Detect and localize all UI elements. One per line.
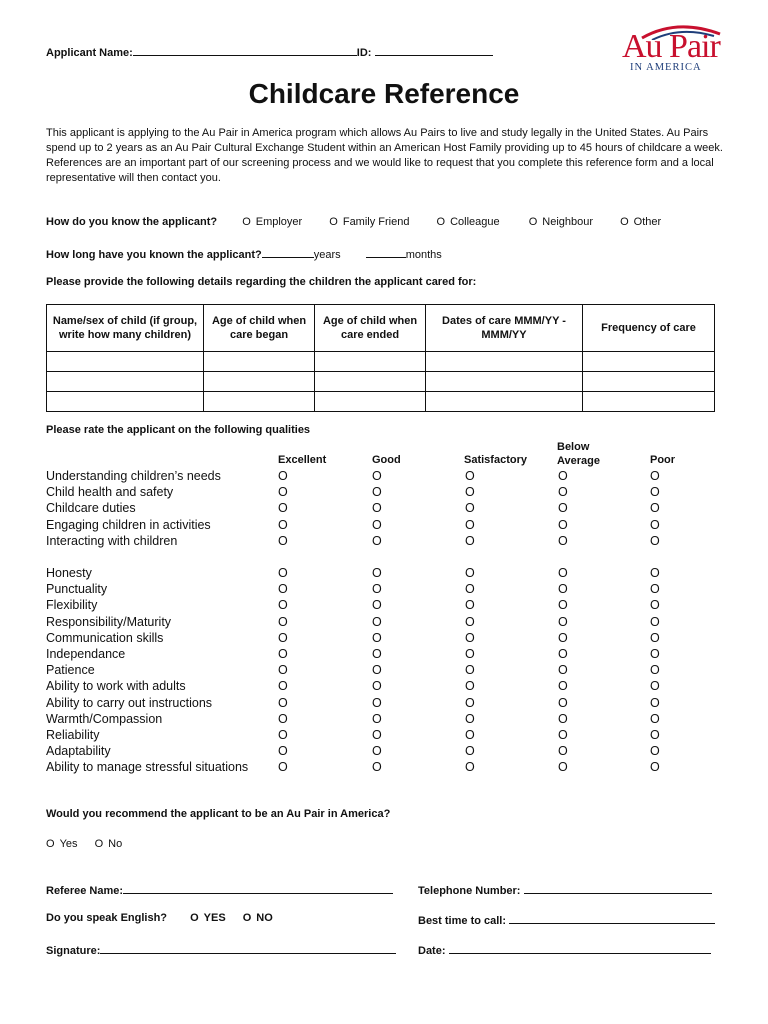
rating-option-poor[interactable]: O xyxy=(650,728,660,742)
radio-circle: O xyxy=(46,838,55,850)
option-label: No xyxy=(108,838,123,850)
recommend-no[interactable] xyxy=(95,838,123,850)
rating-option-good[interactable]: O xyxy=(372,760,382,775)
rating-option-satisfactory[interactable]: O xyxy=(465,614,475,629)
logo-sub-text: IN AMERICA xyxy=(630,62,702,73)
rating-option-satisfactory[interactable]: O xyxy=(465,582,475,597)
rating-option-excellent[interactable]: O xyxy=(278,647,288,661)
table-header-row xyxy=(47,305,715,352)
rating-option-satisfactory[interactable]: O xyxy=(465,533,475,548)
rating-option-good[interactable]: O xyxy=(372,647,382,661)
col-frequency: Frequency of care xyxy=(583,305,715,352)
rating-option-excellent[interactable]: O xyxy=(278,469,288,483)
table-cell[interactable] xyxy=(47,372,204,392)
rating-option-good[interactable]: O xyxy=(372,663,382,678)
rating-option-good[interactable]: O xyxy=(372,728,382,742)
rating-option-satisfactory[interactable]: O xyxy=(465,469,475,483)
quality-label: Child health and safety xyxy=(46,485,174,500)
rating-option-below-average[interactable]: O xyxy=(558,760,568,775)
children-table xyxy=(46,304,715,412)
rating-option-excellent[interactable]: O xyxy=(278,517,288,532)
recommend-question: Would you recommend the applicant to be an Au Pair in America? xyxy=(46,808,391,820)
option-label: Family Friend xyxy=(342,216,410,228)
option-label: Colleague xyxy=(450,216,500,228)
scale-good: Good xyxy=(372,454,401,466)
rating-option-satisfactory[interactable]: O xyxy=(465,663,475,678)
rating-option-below-average[interactable]: O xyxy=(558,614,568,629)
rating-row xyxy=(46,647,746,663)
rating-option-poor[interactable]: O xyxy=(650,501,660,516)
rating-option-excellent[interactable]: O xyxy=(278,744,288,759)
table-cell[interactable] xyxy=(204,352,315,372)
scale-satisfactory: Satisfactory xyxy=(464,454,527,466)
rating-option-good[interactable]: O xyxy=(372,485,382,500)
rating-option-satisfactory[interactable]: O xyxy=(465,630,475,645)
rating-option-poor[interactable]: O xyxy=(650,744,660,759)
date-label: Date: xyxy=(418,945,446,957)
rating-option-excellent[interactable]: O xyxy=(278,679,288,694)
radio-circle: O xyxy=(329,216,338,228)
rating-option-good[interactable]: O xyxy=(372,469,382,483)
rating-option-below-average[interactable]: O xyxy=(558,582,568,597)
quality-label: Interacting with children xyxy=(46,533,178,548)
table-cell[interactable] xyxy=(315,392,426,412)
rating-option-below-average[interactable]: O xyxy=(558,744,568,759)
best-time-label: Best time to call: xyxy=(418,915,507,927)
col-name-sex: Name/sex of child (if group, write how many children) xyxy=(47,305,204,352)
quality-label: Independance xyxy=(46,647,126,661)
radio-circle: O xyxy=(242,912,252,924)
rating-option-poor[interactable]: O xyxy=(650,679,660,694)
intro-text xyxy=(46,126,726,186)
best-time-field[interactable] xyxy=(509,912,715,924)
recommend-yes[interactable] xyxy=(46,838,78,850)
table-cell[interactable] xyxy=(583,352,715,372)
rating-row xyxy=(46,518,746,534)
rating-row xyxy=(46,696,746,712)
best-time-row xyxy=(418,912,715,927)
rating-option-below-average[interactable]: O xyxy=(558,663,568,678)
rating-option-below-average[interactable]: O xyxy=(558,630,568,645)
scale-below-word: Below xyxy=(557,441,590,453)
rating-option-poor[interactable]: O xyxy=(650,647,660,661)
rating-option-good[interactable]: O xyxy=(372,630,382,645)
rating-option-poor[interactable]: O xyxy=(650,485,660,500)
quality-label: Engaging children in activities xyxy=(46,517,211,532)
quality-label: Ability to carry out instructions xyxy=(46,695,213,710)
rating-option-satisfactory[interactable]: O xyxy=(465,695,475,710)
rating-option-poor[interactable]: O xyxy=(650,711,660,726)
applicant-name-field[interactable] xyxy=(133,44,357,56)
rating-option-poor[interactable]: O xyxy=(650,469,660,483)
rating-option-below-average[interactable]: O xyxy=(558,728,568,742)
rating-option-excellent[interactable]: O xyxy=(278,566,288,580)
rating-row xyxy=(46,663,746,679)
rating-option-excellent[interactable]: O xyxy=(278,695,288,710)
rating-row xyxy=(46,566,746,582)
rating-option-poor[interactable]: O xyxy=(650,517,660,532)
quality-label: Understanding children’s needs xyxy=(46,469,221,483)
rating-option-excellent[interactable]: O xyxy=(278,614,288,629)
rating-row xyxy=(46,744,746,760)
rating-option-excellent[interactable]: O xyxy=(278,598,288,613)
col-dates: Dates of care MMM/YY - MMM/YY xyxy=(426,305,583,352)
quality-label: Patience xyxy=(46,663,95,678)
table-row xyxy=(47,392,715,412)
rating-option-below-average[interactable]: O xyxy=(558,695,568,710)
rating-option-satisfactory[interactable]: O xyxy=(465,501,475,516)
rating-row xyxy=(46,469,746,485)
rating-option-poor[interactable]: O xyxy=(650,533,660,548)
months-label: months xyxy=(405,249,442,261)
children-instruction: Please provide the following details regarding the children the applicant cared for: xyxy=(46,276,477,288)
radio-circle: O xyxy=(94,838,104,850)
option-colleague[interactable] xyxy=(437,216,500,228)
option-label: Neighbour xyxy=(542,216,594,228)
rating-option-poor[interactable]: O xyxy=(650,614,660,629)
rating-option-excellent[interactable]: O xyxy=(278,582,288,597)
rating-option-good[interactable]: O xyxy=(372,501,382,516)
rating-row xyxy=(46,615,746,631)
au-pair-logo xyxy=(622,20,732,76)
rating-option-below-average[interactable]: O xyxy=(558,598,568,613)
signature-row xyxy=(46,942,396,957)
table-cell[interactable] xyxy=(47,392,204,412)
rating-row xyxy=(46,679,746,695)
rating-option-good[interactable]: O xyxy=(372,598,382,613)
rating-option-excellent[interactable]: O xyxy=(278,728,288,742)
rating-option-good[interactable]: O xyxy=(372,744,382,759)
option-label: NO xyxy=(256,912,273,924)
rating-option-below-average[interactable]: O xyxy=(558,711,568,726)
know-question: How do you know the applicant? xyxy=(46,216,218,228)
rating-row xyxy=(46,598,746,614)
table-cell[interactable] xyxy=(204,392,315,412)
referee-name-field[interactable] xyxy=(123,882,393,894)
radio-circle: O xyxy=(620,216,629,228)
quality-label: Communication skills xyxy=(46,630,164,645)
scale-excellent: Excellent xyxy=(278,454,327,466)
rating-row xyxy=(46,712,746,728)
quality-label: Childcare duties xyxy=(46,501,136,516)
scale-below-average xyxy=(557,440,600,468)
radio-circle: O xyxy=(528,216,538,228)
rating-option-satisfactory[interactable]: O xyxy=(465,760,475,775)
rating-option-excellent[interactable]: O xyxy=(278,630,288,645)
quality-label: Punctuality xyxy=(46,582,108,597)
rating-row xyxy=(46,534,746,550)
table-cell[interactable] xyxy=(315,352,426,372)
rating-option-satisfactory[interactable]: O xyxy=(465,647,475,661)
rating-option-satisfactory[interactable]: O xyxy=(465,744,475,759)
quality-label: Responsibility/Maturity xyxy=(46,614,172,629)
date-row xyxy=(418,942,711,957)
signature-label: Signature: xyxy=(46,945,101,957)
date-field[interactable] xyxy=(449,942,711,954)
quality-label: Ability to work with adults xyxy=(46,679,186,694)
option-other[interactable] xyxy=(620,216,661,228)
how-long-row xyxy=(46,246,442,261)
rating-option-excellent[interactable]: O xyxy=(278,760,288,775)
rating-option-below-average[interactable]: O xyxy=(558,679,568,694)
table-cell[interactable] xyxy=(204,372,315,392)
know-applicant-row xyxy=(46,216,675,228)
rating-option-poor[interactable]: O xyxy=(650,598,660,613)
table-cell[interactable] xyxy=(426,392,583,412)
scale-average-word: Average xyxy=(557,455,601,467)
how-long-question: How long have you known the applicant? xyxy=(46,249,262,261)
rating-option-poor[interactable]: O xyxy=(650,695,660,710)
applicant-name-row xyxy=(46,44,493,59)
radio-circle: O xyxy=(242,216,251,228)
rating-option-poor[interactable]: O xyxy=(650,566,660,580)
option-label: Employer xyxy=(255,216,303,228)
rating-option-good[interactable]: O xyxy=(372,582,382,597)
rating-option-poor[interactable]: O xyxy=(650,663,660,678)
id-label: ID: xyxy=(356,47,372,59)
table-cell[interactable] xyxy=(426,372,583,392)
col-age-ended: Age of child when care ended xyxy=(315,305,426,352)
quality-label: Reliability xyxy=(46,728,100,742)
rating-row xyxy=(46,582,746,598)
table-cell[interactable] xyxy=(315,372,426,392)
option-family-friend[interactable] xyxy=(329,216,409,228)
rating-option-satisfactory[interactable]: O xyxy=(465,517,475,532)
telephone-field[interactable] xyxy=(524,882,712,894)
rating-option-good[interactable]: O xyxy=(372,679,382,694)
telephone-row xyxy=(418,882,712,897)
rating-option-good[interactable]: O xyxy=(372,517,382,532)
years-label: years xyxy=(313,249,341,261)
signature-field[interactable] xyxy=(100,942,396,954)
applicant-name-label: Applicant Name: xyxy=(46,47,133,59)
intro-paragraph-2: References are an important part of our screening process and we would like to request that you complete this reference form and a local representative will then contact you. xyxy=(46,157,714,184)
referee-name-row xyxy=(46,882,393,897)
rating-option-excellent[interactable]: O xyxy=(278,485,288,500)
years-field[interactable] xyxy=(262,246,314,258)
radio-circle: O xyxy=(436,216,446,228)
option-label: YES xyxy=(203,912,226,924)
rating-row xyxy=(46,728,746,744)
rating-option-satisfactory[interactable]: O xyxy=(465,485,475,500)
table-cell[interactable] xyxy=(426,352,583,372)
english-yes[interactable] xyxy=(190,912,226,924)
id-field[interactable] xyxy=(375,44,493,56)
rating-option-satisfactory[interactable]: O xyxy=(465,711,475,726)
table-cell[interactable] xyxy=(47,352,204,372)
rating-option-poor[interactable]: O xyxy=(650,630,660,645)
rating-option-poor[interactable]: O xyxy=(650,760,660,775)
quality-label: Ability to manage stressful situations xyxy=(46,760,249,775)
rating-option-below-average[interactable]: O xyxy=(558,533,568,548)
months-field[interactable] xyxy=(366,246,406,258)
rating-option-good[interactable]: O xyxy=(372,695,382,710)
rating-option-below-average[interactable]: O xyxy=(558,501,568,516)
rating-option-excellent[interactable]: O xyxy=(278,711,288,726)
rating-option-satisfactory[interactable]: O xyxy=(465,598,475,613)
rating-option-good[interactable]: O xyxy=(372,566,382,580)
quality-label: Adaptability xyxy=(46,744,111,759)
intro-paragraph-1: This applicant is applying to the Au Pair in America program which allows Au Pairs to live and study legally in the United States. Au Pairs spend up to 2 years as an Au Pair Cultural Exchange Student within an American Host Family providing up to 45 hours of childcare a week. xyxy=(46,127,723,154)
quality-label: Honesty xyxy=(46,566,92,580)
rating-option-below-average[interactable]: O xyxy=(558,469,568,483)
scale-poor: Poor xyxy=(650,454,676,466)
option-neighbour[interactable] xyxy=(529,216,593,228)
rating-option-good[interactable]: O xyxy=(372,614,382,629)
recommend-options xyxy=(46,838,136,850)
rating-option-below-average[interactable]: O xyxy=(558,485,568,500)
table-row xyxy=(47,352,715,372)
table-row xyxy=(47,372,715,392)
ratings-instruction: Please rate the applicant on the following qualities xyxy=(46,424,311,436)
rating-option-excellent[interactable]: O xyxy=(278,533,288,548)
rating-option-good[interactable]: O xyxy=(372,711,382,726)
quality-label: Warmth/Compassion xyxy=(46,711,163,726)
rating-row xyxy=(46,485,746,501)
rating-row xyxy=(46,631,746,647)
col-age-began: Age of child when care began xyxy=(204,305,315,352)
table-cell[interactable] xyxy=(583,392,715,412)
logo-main-text: Au Pair xyxy=(622,28,720,65)
speak-english-label: Do you speak English? xyxy=(46,912,168,924)
table-cell[interactable] xyxy=(583,372,715,392)
referee-name-label: Referee Name: xyxy=(46,885,124,897)
rating-option-good[interactable]: O xyxy=(372,533,382,548)
rating-option-satisfactory[interactable]: O xyxy=(465,728,475,742)
telephone-label: Telephone Number: xyxy=(418,885,521,897)
option-employer[interactable] xyxy=(242,216,302,228)
option-label: Yes xyxy=(59,838,78,850)
rating-row xyxy=(46,501,746,517)
page-title: Childcare Reference xyxy=(248,78,520,109)
english-no[interactable] xyxy=(243,912,273,924)
rating-row xyxy=(46,760,746,776)
rating-option-poor[interactable]: O xyxy=(650,582,660,597)
rating-option-excellent[interactable]: O xyxy=(278,663,288,678)
speak-english-row xyxy=(46,912,287,924)
rating-option-satisfactory[interactable]: O xyxy=(465,679,475,694)
radio-circle: O xyxy=(190,912,199,924)
rating-option-below-average[interactable]: O xyxy=(558,517,568,532)
rating-option-below-average[interactable]: O xyxy=(558,647,568,661)
rating-option-satisfactory[interactable]: O xyxy=(465,566,475,580)
quality-label: Flexibility xyxy=(46,598,98,613)
rating-option-below-average[interactable]: O xyxy=(558,566,568,580)
option-label: Other xyxy=(633,216,662,228)
rating-option-excellent[interactable]: O xyxy=(278,501,288,516)
